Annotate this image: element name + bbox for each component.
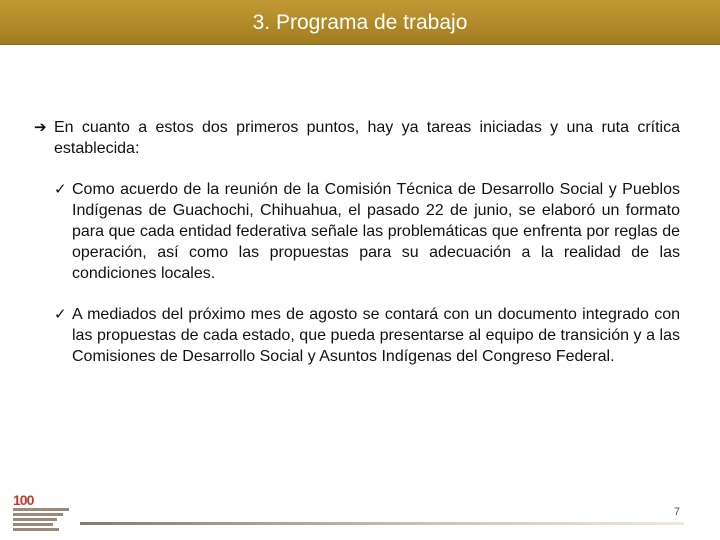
check-item-text: A mediados del próximo mes de agosto se contará con un documento integrado con las propuestas de cada estado, que pueda presentarse al equipo de transición y a las Comisiones de Desarrollo Social y Asuntos Indígenas del Congreso Federal. xyxy=(72,306,680,365)
check-list xyxy=(54,179,680,367)
slide-title: 3. Programa de trabajo xyxy=(252,11,468,34)
check-item xyxy=(54,179,680,284)
logo-number: 100 xyxy=(13,492,34,508)
page-number: 7 xyxy=(673,506,680,518)
check-item-text: Como acuerdo de la reunión de la Comisión Técnica de Desarrollo Social y Pueblos Indígenas de Guachochi, Chihuahua, el pasado 22 de junio, se elaboró un formato para que cada entidad federativa señale las problemáticas que enfrenta por reglas de operación, así como las propuestas para su adecuación a la realidad de las condiciones locales. xyxy=(72,181,680,282)
logo-text-lines xyxy=(13,508,69,533)
organization-logo xyxy=(10,492,72,536)
title-bar xyxy=(0,0,720,45)
main-bullet xyxy=(34,117,680,159)
checkmark-icon: ✓ xyxy=(54,306,67,323)
arrowhead-bullet-icon: ➔ xyxy=(34,119,47,136)
checkmark-icon: ✓ xyxy=(54,181,67,198)
slide-content xyxy=(34,117,680,387)
footer-divider xyxy=(80,522,684,525)
main-bullet-text: En cuanto a estos dos primeros puntos, hay ya tareas iniciadas y una ruta crítica establecida: xyxy=(54,119,680,157)
check-item xyxy=(54,304,680,367)
